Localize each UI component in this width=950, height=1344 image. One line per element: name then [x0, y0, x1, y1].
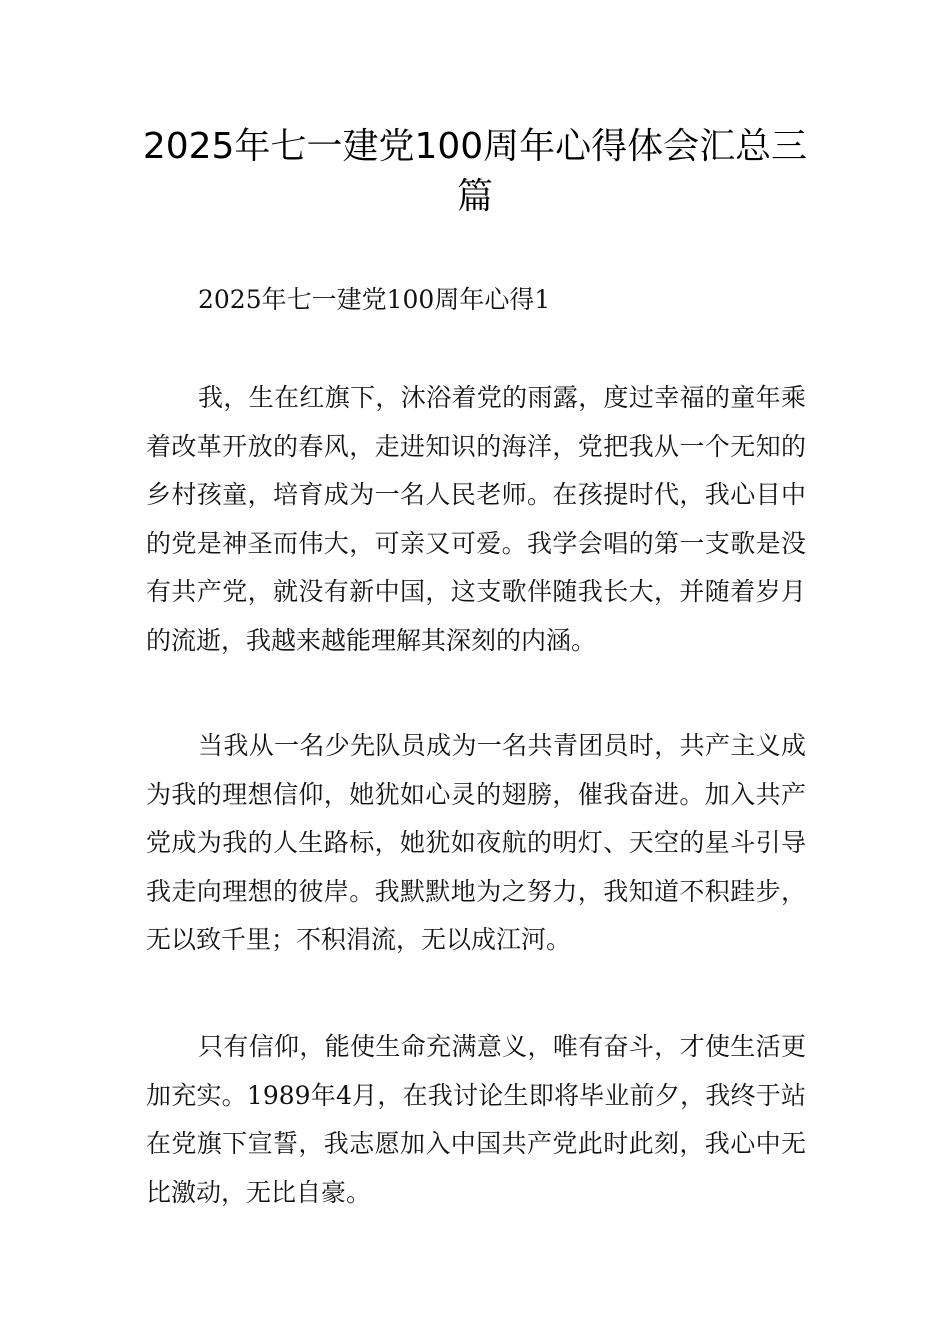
section-heading: 2025年七一建党100周年心得1: [198, 285, 551, 314]
paragraph-3: 只有信仰，能使生命充满意义，唯有奋斗，才使生活更加充实。1989年4月，在我讨论生即将毕业前夕，我终于站在党旗下宣誓，我志愿加入中国共产党此时此刻，我心中无比激动，无比自豪。: [146, 1032, 806, 1207]
paragraph-2: 当我从一名少先队员成为一名共青团员时，共产主义成为我的理想信仰，她犹如心灵的翅膀，催我奋进。加入共产党成为我的人生路标，她犹如夜航的明灯、天空的星斗引导我走向理想的彼岸。我默默地为之努力，我知道不积跬步，无以致千里；不积涓流，无以成江河。: [146, 731, 806, 955]
document-title: 2025年七一建党100周年心得体会汇总三篇: [142, 126, 808, 217]
paragraph-1: 我，生在红旗下，沐浴着党的雨露，度过幸福的童年乘着改革开放的春风，走进知识的海洋，党把我从一个无知的乡村孩童，培育成为一名人民老师。在孩提时代，我心目中的党是神圣而伟大，可亲又可爱。我学会唱的第一支歌是没有共产党，就没有新中国，这支歌伴随我长大，并随着岁月的流逝，我越来越能理解其深刻的内涵。: [146, 383, 806, 655]
